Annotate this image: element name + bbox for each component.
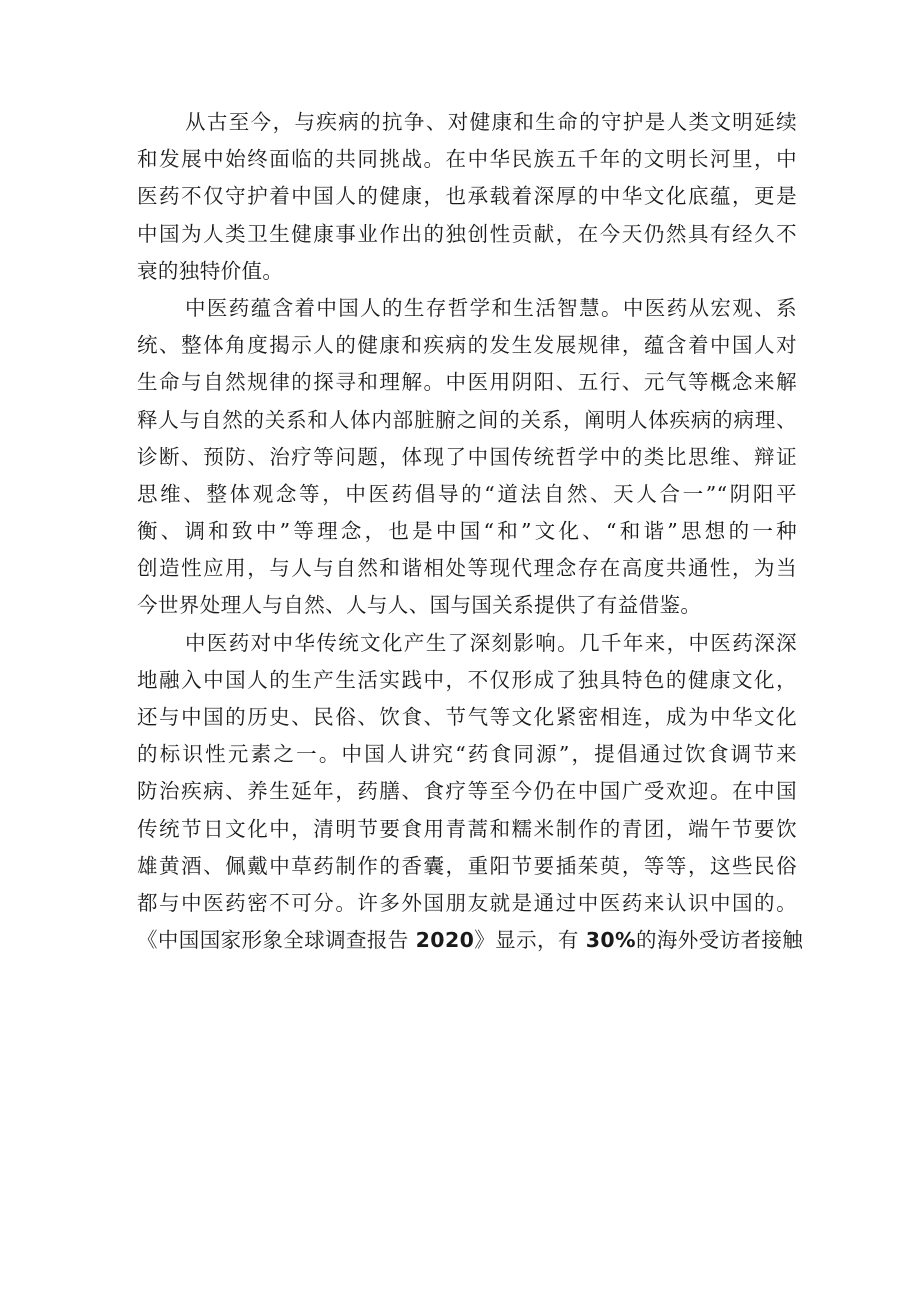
text-line: 雄黄酒、佩戴中草药制作的香囊，重阳节要插茱萸，等等，这些民俗 bbox=[137, 853, 797, 878]
text-line: 今世界处理人与自然、人与人、国与国关系提供了有益借鉴。 bbox=[137, 593, 702, 618]
text-line-report-citation bbox=[137, 922, 804, 959]
text-line: 医药不仅守护着中国人的健康，也承载着深厚的中华文化底蕴，更是 bbox=[137, 184, 797, 209]
text-line: 和发展中始终面临的共同挑战。在中华民族五千年的文明长河里，中 bbox=[137, 147, 797, 172]
paragraph-2 bbox=[137, 290, 797, 625]
text-line: 从古至今，与疾病的抗争、对健康和生命的守护是人类文明延续 bbox=[185, 110, 797, 134]
text-segment: 》显示，有 bbox=[474, 928, 586, 953]
text-line: 释人与自然的关系和人体内部脏腑之间的关系，阐明人体疾病的病理、 bbox=[137, 407, 797, 432]
text-line: 中医药蕴含着中国人的生存哲学和生活智慧。中医药从宏观、系 bbox=[185, 295, 797, 320]
text-line: 思维、整体观念等，中医药倡导的“道法自然、天人合一”“阴阳平 bbox=[137, 481, 797, 506]
text-line: 中医药对中华传统文化产生了深刻影响。几千年来，中医药深深 bbox=[185, 630, 797, 655]
paragraph-1 bbox=[137, 104, 797, 290]
percentage-value: 30% bbox=[585, 928, 636, 953]
text-line: 地融入中国人的生产生活实践中，不仅形成了独具特色的健康文化， bbox=[137, 667, 797, 692]
text-line: 都与中医药密不可分。许多外国朋友就是通过中医药来认识中国的。 bbox=[137, 890, 797, 915]
report-year: 2020 bbox=[415, 928, 475, 953]
text-segment: 《中国国家形象全球调查报告 bbox=[137, 928, 416, 953]
text-line: 创造性应用，与人与自然和谐相处等现代理念存在高度共通性，为当 bbox=[137, 556, 797, 581]
text-line: 防治疾病、养生延年，药膳、食疗等至今仍在中国广受欢迎。在中国 bbox=[137, 779, 797, 804]
paragraph-3 bbox=[137, 625, 804, 960]
text-line: 衰的独特价值。 bbox=[137, 258, 284, 283]
text-line: 生命与自然规律的探寻和理解。中医用阴阳、五行、元气等概念来解 bbox=[137, 370, 797, 395]
text-line: 还与中国的历史、民俗、饮食、节气等文化紧密相连，成为中华文化 bbox=[137, 705, 797, 729]
text-segment: 的海外受访者接触 bbox=[635, 928, 804, 953]
text-line: 中国为人类卫生健康事业作出的独创性贡献，在今天仍然具有经久不 bbox=[137, 221, 797, 246]
text-line: 衡、调和致中”等理念，也是中国“和”文化、“和谐”思想的一种 bbox=[137, 519, 797, 544]
text-line: 传统节日文化中，清明节要食用青蒿和糯米制作的青团，端午节要饮 bbox=[137, 816, 797, 841]
text-line: 统、整体角度揭示人的健康和疾病的发生发展规律，蕴含着中国人对 bbox=[137, 333, 797, 358]
text-line: 诊断、预防、治疗等问题，体现了中国传统哲学中的类比思维、辩证 bbox=[137, 444, 797, 469]
document-body bbox=[137, 104, 804, 959]
text-line: 的标识性元素之一。中国人讲究“药食同源”，提倡通过饮食调节来 bbox=[137, 742, 797, 767]
